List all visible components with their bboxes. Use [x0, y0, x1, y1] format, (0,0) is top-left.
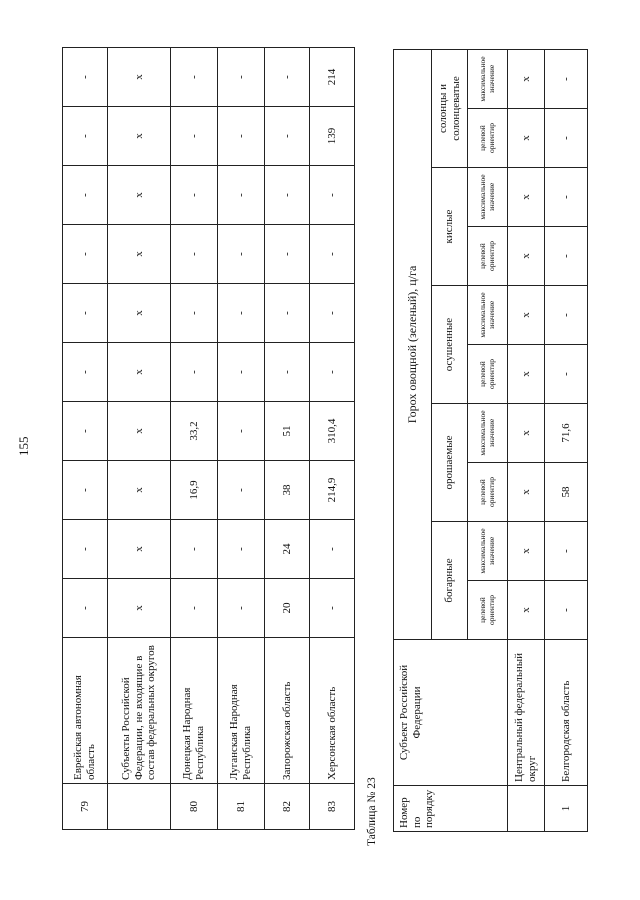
value-cell: x: [508, 109, 545, 168]
value-cell: 33,2: [171, 402, 218, 461]
value-cell: -: [218, 402, 265, 461]
value-cell: -: [545, 345, 588, 404]
value-cell: x: [108, 579, 171, 638]
value-cell: -: [63, 107, 108, 166]
value-cell: -: [171, 520, 218, 579]
value-cell: -: [63, 579, 108, 638]
value-cell: -: [310, 166, 355, 225]
value-cell: x: [508, 49, 545, 108]
value-cell: -: [310, 579, 355, 638]
subject-name: Донецкая Народная Республика: [171, 638, 218, 784]
table-row: [63, 48, 108, 830]
value-cell: -: [171, 225, 218, 284]
value-cell: -: [545, 109, 588, 168]
table-row: [508, 49, 545, 831]
header-max: максимальное значение: [468, 49, 508, 108]
value-cell: -: [218, 107, 265, 166]
value-cell: 16,9: [171, 461, 218, 520]
value-cell: -: [63, 343, 108, 402]
value-cell: -: [63, 166, 108, 225]
value-cell: x: [108, 520, 171, 579]
value-cell: -: [171, 579, 218, 638]
value-cell: x: [508, 345, 545, 404]
value-cell: -: [63, 284, 108, 343]
value-cell: x: [508, 227, 545, 286]
value-cell: x: [508, 404, 545, 463]
table-row: [545, 49, 588, 831]
value-cell: -: [265, 284, 310, 343]
header-subject: Субъект Российской Федерации: [394, 640, 508, 786]
top-table: [62, 47, 355, 830]
value-cell: -: [545, 522, 588, 581]
value-cell: -: [310, 343, 355, 402]
row-number: 82: [265, 784, 310, 830]
subject-name: Белгородская область: [545, 640, 588, 786]
value-cell: x: [508, 463, 545, 522]
value-cell: x: [108, 166, 171, 225]
value-cell: -: [265, 343, 310, 402]
value-cell: -: [310, 520, 355, 579]
value-cell: 214: [310, 48, 355, 107]
table-row: [171, 48, 218, 830]
header-target: целевой ориентир: [468, 109, 508, 168]
row-number: [508, 786, 545, 832]
value-cell: -: [218, 48, 265, 107]
value-cell: x: [108, 402, 171, 461]
header-target: целевой ориентир: [468, 227, 508, 286]
header-max: максимальное значение: [468, 286, 508, 345]
row-number: 79: [63, 784, 108, 830]
subject-name: Центральный федеральный округ: [508, 640, 545, 786]
value-cell: x: [508, 581, 545, 640]
value-cell: -: [218, 520, 265, 579]
header-num: Номер по порядку: [394, 786, 508, 832]
value-cell: x: [508, 522, 545, 581]
value-cell: -: [265, 225, 310, 284]
value-cell: 20: [265, 579, 310, 638]
value-cell: -: [218, 166, 265, 225]
table-caption: Таблица № 23: [366, 777, 378, 846]
value-cell: 139: [310, 107, 355, 166]
header-group-1: орошаемые: [432, 404, 468, 522]
value-cell: 71,6: [545, 404, 588, 463]
value-cell: x: [108, 107, 171, 166]
header-main: Горох овощной (зеленый), ц/га: [394, 49, 432, 639]
value-cell: x: [108, 284, 171, 343]
subject-name: Луганская Народная Республика: [218, 638, 265, 784]
bottom-table: [393, 49, 588, 832]
value-cell: -: [310, 225, 355, 284]
value-cell: -: [265, 166, 310, 225]
value-cell: x: [508, 168, 545, 227]
value-cell: 214,9: [310, 461, 355, 520]
value-cell: -: [171, 166, 218, 225]
value-cell: x: [508, 286, 545, 345]
subject-name: Еврейская автономная область: [63, 638, 108, 784]
value-cell: -: [63, 402, 108, 461]
value-cell: -: [63, 461, 108, 520]
row-number: 83: [310, 784, 355, 830]
value-cell: -: [218, 343, 265, 402]
value-cell: 24: [265, 520, 310, 579]
value-cell: 58: [545, 463, 588, 522]
page-number: 155: [16, 436, 31, 456]
row-number: 1: [545, 786, 588, 832]
value-cell: -: [171, 284, 218, 343]
bottom-table-wrapper: [393, 49, 588, 832]
row-number: 80: [171, 784, 218, 830]
value-cell: -: [218, 579, 265, 638]
value-cell: -: [545, 49, 588, 108]
header-group-4: солонцы и солонцеватые: [432, 49, 468, 167]
value-cell: 38: [265, 461, 310, 520]
value-cell: -: [171, 107, 218, 166]
table-row: [108, 48, 171, 830]
value-cell: x: [108, 48, 171, 107]
value-cell: -: [63, 225, 108, 284]
row-number: 81: [218, 784, 265, 830]
value-cell: x: [108, 461, 171, 520]
header-group-3: кислые: [432, 168, 468, 286]
subject-name: Херсонская область: [310, 638, 355, 784]
value-cell: x: [108, 225, 171, 284]
header-group-2: осушенные: [432, 286, 468, 404]
table-row: [265, 48, 310, 830]
value-cell: -: [545, 286, 588, 345]
header-max: максимальное значение: [468, 522, 508, 581]
value-cell: -: [545, 227, 588, 286]
value-cell: -: [218, 461, 265, 520]
value-cell: -: [545, 581, 588, 640]
top-table-wrapper: [62, 47, 355, 830]
value-cell: -: [63, 520, 108, 579]
header-target: целевой ориентир: [468, 345, 508, 404]
value-cell: -: [265, 48, 310, 107]
table-row: [310, 48, 355, 830]
header-max: максимальное значение: [468, 168, 508, 227]
value-cell: -: [218, 225, 265, 284]
header-max: максимальное значение: [468, 404, 508, 463]
value-cell: -: [265, 107, 310, 166]
value-cell: -: [171, 343, 218, 402]
subject-name: Запорожская область: [265, 638, 310, 784]
header-group-0: богарные: [432, 522, 468, 640]
table-row: [218, 48, 265, 830]
value-cell: -: [171, 48, 218, 107]
value-cell: -: [218, 284, 265, 343]
header-target: целевой ориентир: [468, 463, 508, 522]
value-cell: 310,4: [310, 402, 355, 461]
value-cell: -: [310, 284, 355, 343]
value-cell: 51: [265, 402, 310, 461]
value-cell: -: [63, 48, 108, 107]
header-target: целевой ориентир: [468, 581, 508, 640]
subject-name: Субъекты Российской Федерации, не входящие в состав федеральных округов: [108, 638, 171, 784]
value-cell: -: [545, 168, 588, 227]
row-number: [108, 784, 171, 830]
value-cell: x: [108, 343, 171, 402]
